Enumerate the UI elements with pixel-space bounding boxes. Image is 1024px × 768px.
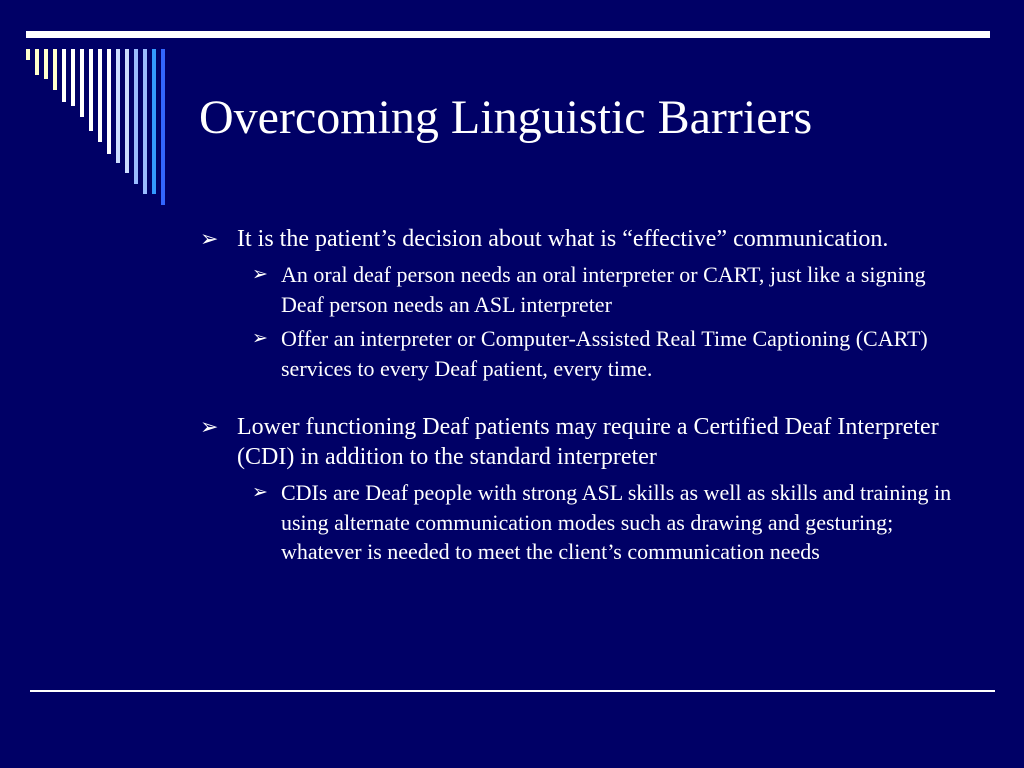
stripe bbox=[98, 49, 102, 142]
sub-bullet-item bbox=[200, 478, 961, 567]
arrow-bullet-icon: ➢ bbox=[252, 482, 268, 503]
stripe bbox=[134, 49, 138, 184]
arrow-bullet-icon: ➢ bbox=[200, 414, 219, 439]
bullet-text: Lower functioning Deaf patients may require a Certified Deaf Interpreter (CDI) in addition to the standard interpreter bbox=[237, 414, 939, 470]
stripe bbox=[44, 49, 48, 79]
sub-bullet-item bbox=[200, 260, 961, 319]
stripe bbox=[161, 49, 165, 205]
stripe bbox=[80, 49, 84, 117]
bottom-rule bbox=[30, 690, 995, 692]
stripe bbox=[107, 49, 111, 154]
bullet-list bbox=[200, 224, 980, 567]
stripe bbox=[116, 49, 120, 163]
sub-bullet-text: CDIs are Deaf people with strong ASL skills as well as skills and training in using alternate communication modes such as drawing and gesturing; whatever is needed to meet the client’s communication needs bbox=[281, 480, 952, 564]
sub-bullet-item bbox=[200, 324, 961, 383]
stripe bbox=[125, 49, 129, 173]
stripe bbox=[152, 49, 156, 194]
stripe bbox=[62, 49, 66, 102]
sub-bullet-text: An oral deaf person needs an oral interpreter or CART, just like a signing Deaf person needs an ASL interpreter bbox=[281, 262, 926, 317]
bullet-item bbox=[200, 412, 967, 472]
bullet-item bbox=[200, 224, 967, 254]
arrow-bullet-icon: ➢ bbox=[252, 264, 268, 285]
stripe bbox=[89, 49, 93, 131]
arrow-bullet-icon: ➢ bbox=[200, 226, 219, 251]
stripe bbox=[35, 49, 39, 75]
stripe bbox=[71, 49, 75, 106]
stripe bbox=[53, 49, 57, 90]
slide-title: Overcoming Linguistic Barriers bbox=[199, 91, 813, 144]
sub-bullet-text: Offer an interpreter or Computer-Assisted Real Time Captioning (CART) services to every Deaf patient, every time. bbox=[281, 326, 928, 381]
top-rule bbox=[26, 31, 990, 38]
arrow-bullet-icon: ➢ bbox=[252, 328, 268, 349]
stripe bbox=[143, 49, 147, 194]
stripe bbox=[26, 49, 30, 60]
bullet-text: It is the patient’s decision about what is “effective” communication. bbox=[237, 226, 889, 252]
